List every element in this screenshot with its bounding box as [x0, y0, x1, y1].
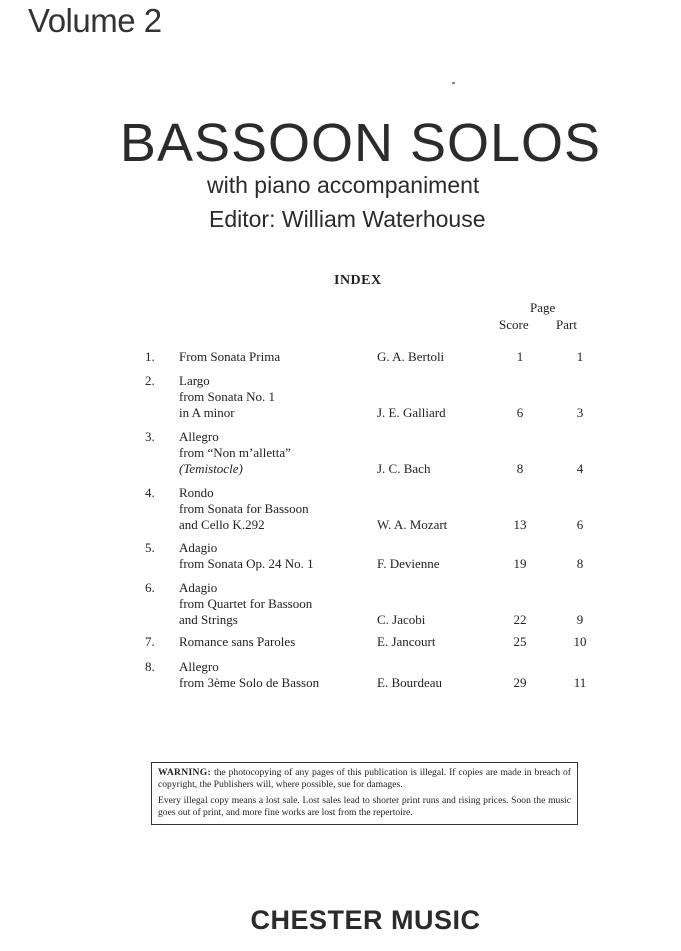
editor-credit: Editor: William Waterhouse: [209, 206, 486, 232]
entry-title-line: Adagio: [179, 580, 218, 595]
entry-title-line: (Temistocle): [179, 461, 243, 476]
score-column-label: Score: [499, 317, 529, 332]
entry-title: [179, 349, 280, 365]
entry-title-line: from Quartet for Bassoon: [179, 596, 313, 611]
entry-title-line: From Sonata Prima: [179, 349, 281, 364]
part-column-label: Part: [556, 317, 577, 332]
warning-text-2: Every illegal copy means a lost sale. Lost sales lead to shorter print runs and rising prices. Soon the music goes out of print, and more fine works are lost from the repertoire.: [158, 795, 571, 818]
entry-score-page: 22: [513, 612, 527, 627]
entry-composer: G. A. Bertoli: [377, 349, 445, 364]
entry-score-page: 6: [516, 405, 524, 420]
publisher-name: CHESTER MUSIC: [250, 905, 481, 935]
entry-number: 6.: [145, 580, 155, 595]
entry-composer: F. Devienne: [377, 556, 440, 571]
entry-number: 1.: [145, 349, 155, 364]
entry-part-page: 3: [576, 405, 584, 420]
volume-label: Volume 2: [28, 2, 162, 39]
page-title: BASSOON SOLOS: [119, 113, 602, 173]
entry-title: [179, 429, 291, 477]
entry-title-line: Rondo: [179, 485, 214, 500]
index-heading: INDEX: [334, 273, 382, 288]
entry-title-line: from Sonata Op. 24 No. 1: [179, 556, 314, 571]
entry-composer: E. Bourdeau: [377, 675, 442, 690]
entry-composer: J. C. Bach: [377, 461, 431, 476]
print-speck: [452, 82, 455, 84]
entry-part-page: 9: [576, 612, 584, 627]
entry-title: [179, 485, 309, 533]
entry-score-page: 19: [513, 556, 527, 571]
entry-title-line: Largo: [179, 373, 210, 388]
entry-composer: E. Jancourt: [377, 634, 436, 649]
entry-score-page: 13: [513, 517, 527, 532]
entry-part-page: 8: [576, 556, 584, 571]
entry-score-page: 1: [516, 349, 524, 364]
warning-text-1: the photocopying of any pages of this publication is illegal. If copies are made in breach of copyright, the Publishers will, where possible, sue for damages.: [158, 767, 571, 790]
subtitle: with piano accompaniment: [207, 172, 480, 198]
entry-score-page: 25: [513, 634, 527, 649]
entry-title-line: in A minor: [179, 405, 235, 420]
warning-label: WARNING:: [158, 767, 212, 778]
entry-title: [179, 373, 275, 421]
entry-title-line: Adagio: [179, 540, 218, 555]
entry-title: [179, 634, 295, 650]
entry-title-line: Romance sans Paroles: [179, 634, 296, 649]
entry-number: 5.: [145, 540, 155, 555]
entry-title-line: from 3ème Solo de Basson: [179, 675, 320, 690]
entry-title-line: from “Non m’alletta”: [179, 445, 291, 460]
entry-title-line: from Sonata for Bassoon: [179, 501, 309, 516]
entry-title-line: Allegro: [179, 429, 219, 444]
entry-title: [179, 580, 312, 628]
entry-number: 3.: [145, 429, 155, 444]
entry-composer: W. A. Mozart: [377, 517, 448, 532]
entry-score-page: 8: [516, 461, 524, 476]
entry-composer: C. Jacobi: [377, 612, 426, 627]
entry-part-page: 11: [573, 675, 587, 690]
entry-title-line: and Strings: [179, 612, 238, 627]
entry-composer: J. E. Galliard: [377, 405, 446, 420]
page-column-label: Page: [530, 300, 556, 315]
entry-title: [179, 659, 319, 691]
entry-title-line: from Sonata No. 1: [179, 389, 276, 404]
entry-part-page: 1: [576, 349, 584, 364]
entry-number: 4.: [145, 485, 155, 500]
entry-title: [179, 540, 314, 572]
entry-part-page: 4: [576, 461, 584, 476]
copyright-warning: [151, 762, 578, 825]
entry-number: 8.: [145, 659, 155, 674]
entry-part-page: 6: [576, 517, 584, 532]
entry-number: 2.: [145, 373, 155, 388]
entry-score-page: 29: [513, 675, 527, 690]
entry-title-line: Allegro: [179, 659, 219, 674]
entry-number: 7.: [145, 634, 155, 649]
entry-part-page: 10: [573, 634, 587, 649]
entry-title-line: and Cello K.292: [179, 517, 265, 532]
